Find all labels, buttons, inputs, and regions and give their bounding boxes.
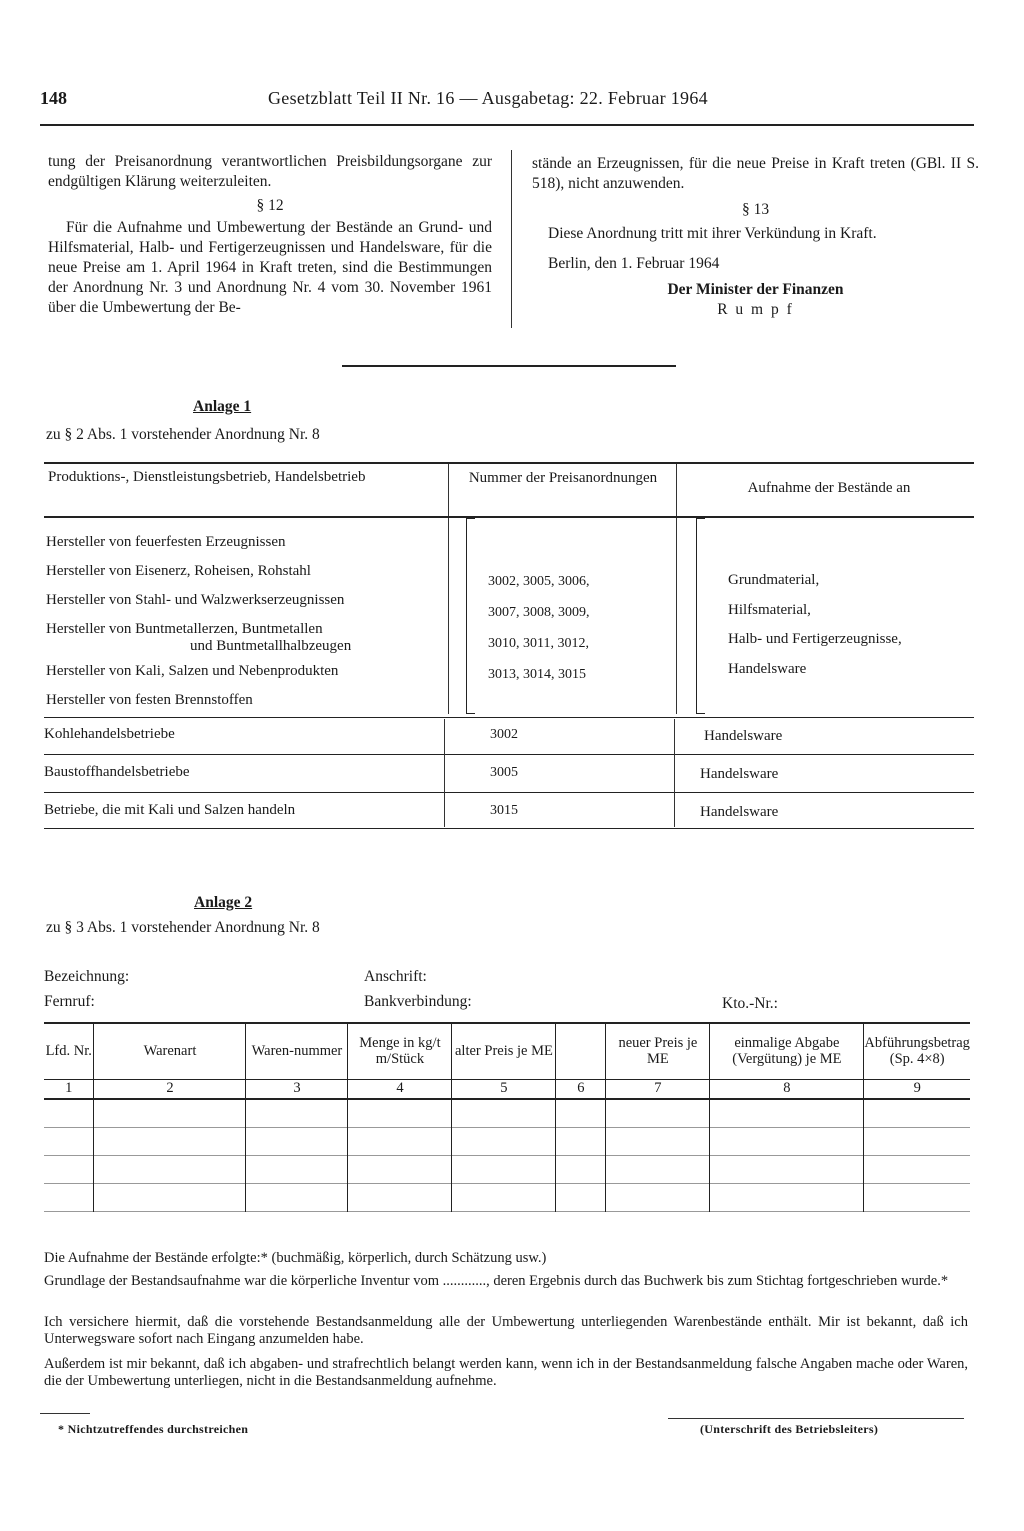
table-row [44,1155,970,1183]
group-row: Hersteller von Kali, Salzen und Nebenprodukten [46,663,339,679]
group-betriebe [46,528,446,715]
label-bankverbindung: Bankverbindung: [364,993,472,1010]
anlage-1-subtitle: zu § 2 Abs. 1 vorstehender Anordnung Nr. 8 [46,426,320,443]
table-row-rule [44,754,974,755]
group-number: 3010, 3011, 3012, [488,636,589,651]
para-strafrecht: Außerdem ist mir bekannt, daß ich abgaben- und strafrechtlich belangt werden kann, wenn ich in der Bestandsanmeldung falsche Angaben mache oder Waren, die der Umbewertung unterliegen, nicht in die Bestandsanmeldung aufnehme. [44,1356,968,1389]
label-fernruf: Fernruf: [44,993,95,1010]
group-bestand: Grundmaterial, [728,572,820,588]
table-row [44,1099,970,1127]
col-lfd-nr: Lfd. Nr. [45,1043,92,1060]
col-warenart: Warenart [94,1023,246,1079]
header-bestaende: Aufnahme der Bestände an [747,480,911,496]
col-number: 3 [246,1079,348,1099]
left-continuation: tung der Preisanordnung verantwortlichen Preisbildungsorgane zur endgültigen Klärung weiterzuleiten. [48,153,492,190]
signer-name: R u m p f [717,301,794,318]
col-neuer-preis: neuer Preis je ME [606,1023,710,1079]
group-bestand: Hilfsmaterial, [728,601,811,618]
label-anschrift: Anschrift: [364,968,427,985]
group-number: 3013, 3014, 3015 [488,667,586,682]
col-warennummer: Waren-nummer [246,1023,348,1079]
row-nummer: 3015 [490,803,518,818]
section-12-title: § 12 [256,197,284,214]
para-versicherung: Ich versichere hiermit, daß die vorstehende Bestandsanmeldung alle der Umbewertung unterliegenden Warenbestände enthält. Mir ist bekannt, daß ich Unterwegsware sofort nach Eingang anzumelden habe. [44,1314,968,1347]
col-number: 7 [606,1079,710,1099]
table-row [44,1127,970,1155]
row-betrieb: Baustoffhandelsbetriebe [44,764,190,780]
table-col-divider [448,464,449,516]
col-alter-preis: alter Preis je ME [452,1023,556,1079]
col-6 [556,1023,606,1079]
label-bezeichnung: Bezeichnung: [44,968,130,985]
left-column [48,152,492,318]
table-row [44,1183,970,1211]
row-nummer: 3002 [490,727,518,742]
section-12-text: Für die Aufnahme und Umbewertung der Bestände an Grund- und Hilfsmaterial, Halb- und Fertigerzeugnissen und Handelsware, für die neue Preise am 1. April 1964 in Kraft treten, sind die Bestimmungen der Anordnung Nr. 3 und Anordnung Nr. 4 vom 30. November 1961 über die Umbewertung der Be- [48,219,492,316]
group-bestand: Handelsware [728,660,807,677]
col-number: 6 [556,1079,606,1099]
group-row: Hersteller von feuerfesten Erzeugnissen [46,534,286,550]
footnote: * Nichtzutreffendes durchstreichen [58,1422,249,1436]
table-row-rule [44,792,974,793]
group-row: und Buntmetallhalbzeugen [190,638,352,654]
col-number: 1 [65,1080,73,1097]
right-column [532,154,979,320]
col-number: 5 [452,1079,556,1099]
page-number: 148 [40,88,67,108]
group-bestand: Halb- und Fertigerzeugnisse, [728,631,902,647]
col-abfuehrung: Abführungsbetrag (Sp. 4×8) [864,1023,970,1079]
group-row: Hersteller von Buntmetallerzen, Buntmetallen [46,621,323,637]
signer-title: Der Minister der Finanzen [667,281,844,298]
table-col-divider [676,518,677,714]
table-row-rule [44,717,974,718]
col-abgabe: einmalige Abgabe (Vergütung) je ME [710,1023,864,1079]
table-top-rule [44,462,974,464]
anlage-2-title: Anlage 2 [194,894,253,911]
col-number: 2 [94,1079,246,1099]
section-13-text: Diese Anordnung tritt mit ihrer Verkündung in Kraft. [548,225,877,242]
para-aufnahme: Die Aufnahme der Bestände erfolgte:* (buchmäßig, körperlich, durch Schätzung usw.) [44,1250,547,1266]
col-number: 9 [864,1079,970,1099]
group-row: Hersteller von festen Brennstoffen [46,692,253,708]
anlage-2-table [44,1022,970,1212]
table-bottom-rule [44,828,974,829]
section-divider [342,365,676,367]
right-continuation: stände an Erzeugnissen, für die neue Preise in Kraft treten (GBl. II S. 518), nicht anzuwenden. [532,155,979,192]
footnote-rule [40,1413,90,1414]
place-date: Berlin, den 1. Februar 1964 [548,255,720,272]
row-bestaende: Handelsware [700,804,779,820]
label-kto: Kto.-Nr.: [722,995,778,1012]
group-bracket [696,518,705,714]
section-13-title: § 13 [741,201,770,218]
table-col-divider [448,518,449,714]
group-number: 3002, 3005, 3006, [488,574,590,589]
group-row: Hersteller von Eisenerz, Roheisen, Rohstahl [46,563,311,579]
table-header-rule [44,516,974,518]
table-col-divider [674,719,675,827]
group-bracket [466,518,475,714]
signature-caption: (Unterschrift des Betriebsleiters) [700,1422,879,1436]
para-grundlage: Grundlage der Bestandsaufnahme war die körperliche Inventur vom ............, deren Ergebnis durch das Buchwerk bis zum Stichtag fortgeschrieben wurde.* [44,1273,949,1289]
anlage-1-title: Anlage 1 [193,398,252,415]
group-bestaende [728,566,902,684]
row-bestaende: Handelsware [704,728,783,744]
anlage-2-subtitle: zu § 3 Abs. 1 vorstehender Anordnung Nr. 8 [46,919,320,936]
header-rule [40,124,974,126]
col-menge: Menge in kg/t m/Stück [348,1023,452,1079]
header-nummer: Nummer der Preisanordnungen [468,470,658,486]
header-betrieb: Produktions-, Dienstleistungsbetrieb, Handelsbetrieb [48,469,366,485]
group-numbers [488,566,590,690]
row-betrieb: Betriebe, die mit Kali und Salzen handeln [44,802,296,818]
group-number: 3007, 3008, 3009, [488,605,590,620]
table-col-divider [676,464,677,516]
col-number: 8 [710,1079,864,1099]
table-col-divider [444,719,445,827]
row-nummer: 3005 [490,765,518,780]
signature-line [668,1418,964,1419]
column-divider [511,150,512,328]
row-betrieb: Kohlehandelsbetriebe [44,726,175,742]
col-number: 4 [348,1079,452,1099]
page-title: Gesetzblatt Teil II Nr. 16 — Ausgabetag: 22. Februar 1964 [268,88,708,108]
row-bestaende: Handelsware [700,766,779,782]
group-row: Hersteller von Stahl- und Walzwerkserzeugnissen [46,592,345,608]
